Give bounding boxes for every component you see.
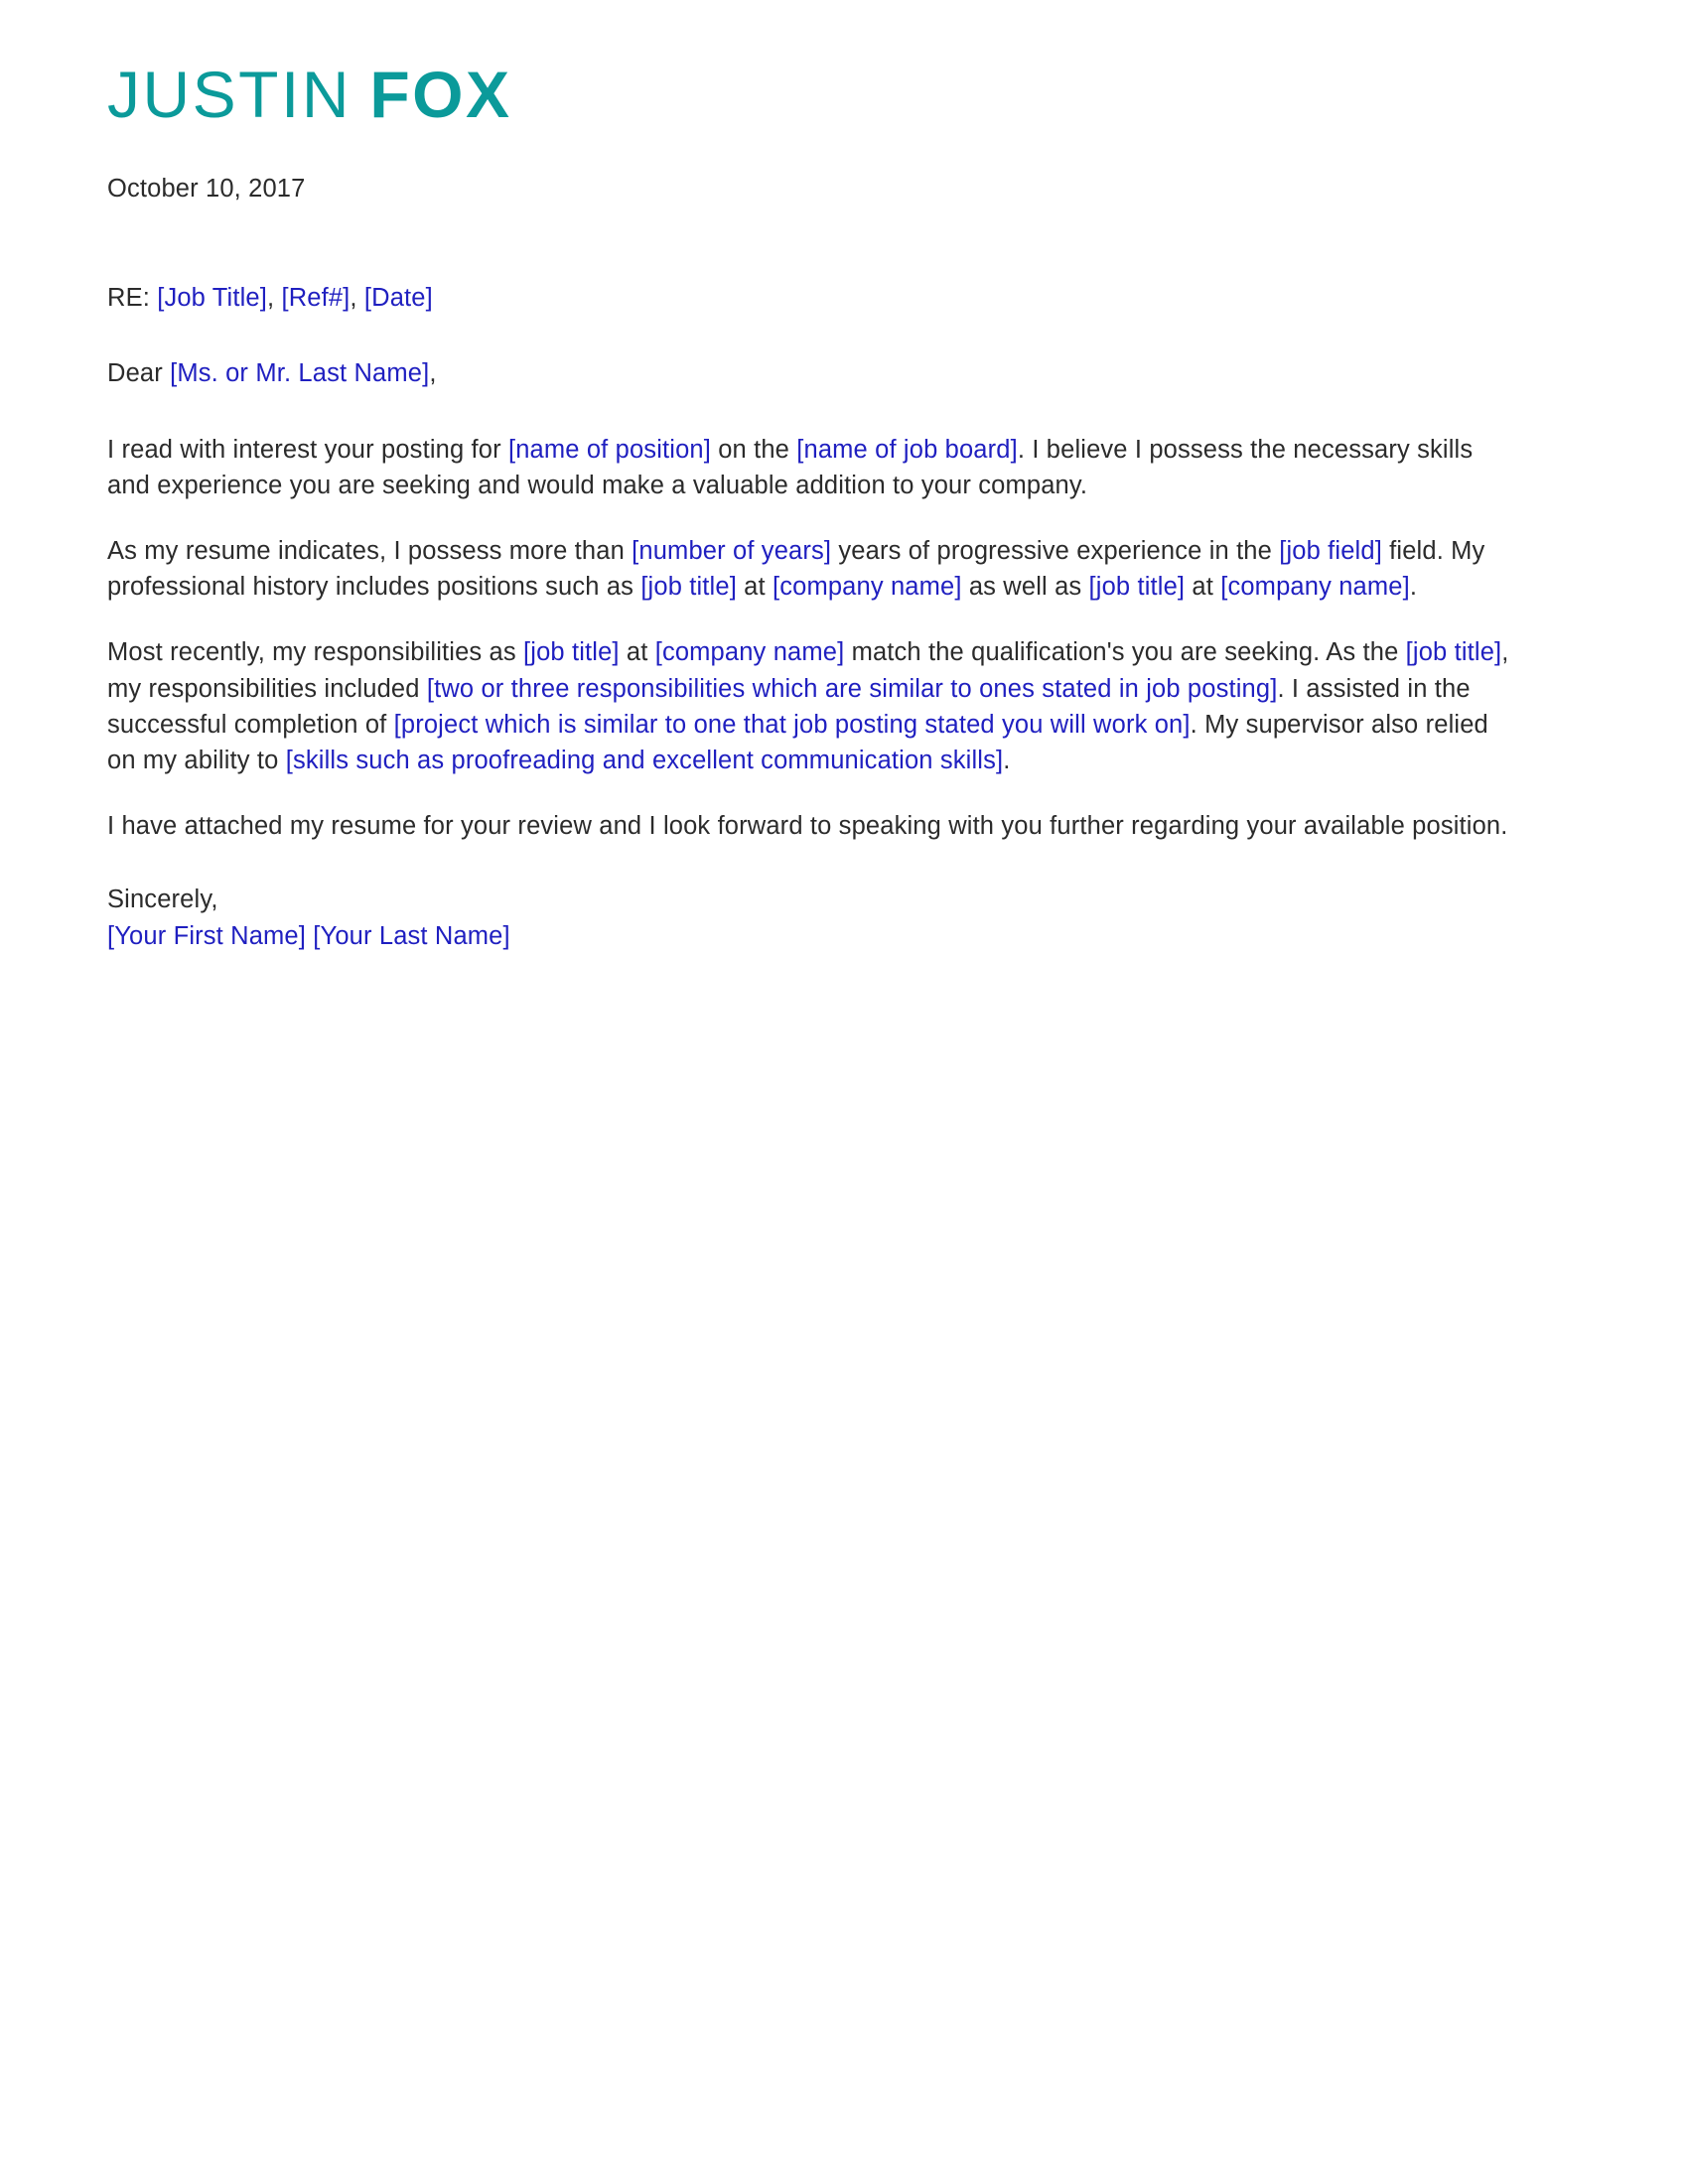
p3-project-placeholder: [project which is similar to one that job posting stated you will work on] — [393, 710, 1191, 739]
paragraph-1 — [107, 432, 1517, 503]
letterhead-last-name: FOX — [369, 58, 512, 131]
salutation-comma: , — [429, 359, 437, 388]
closing-block — [107, 882, 1517, 953]
letter-content — [107, 0, 1517, 954]
letterhead — [107, 58, 1517, 131]
p3-text-6: . My supervisor also relied on my ability to — [107, 710, 1488, 775]
p1-job-board-placeholder: [name of job board] — [796, 435, 1018, 464]
p2-company-placeholder-1: [company name] — [772, 573, 962, 602]
valediction: Sincerely, — [107, 886, 218, 914]
p1-position-placeholder: [name of position] — [507, 435, 711, 464]
p3-text-1: Most recently, my responsibilities as — [107, 638, 524, 667]
signature-first-name-placeholder: [Your First Name] — [107, 921, 307, 950]
p3-text-2: at — [619, 638, 655, 667]
signature-name — [107, 918, 1517, 954]
p1-text-1: I read with interest your posting for — [107, 435, 508, 464]
p3-job-title-placeholder-2: [job title] — [1405, 638, 1502, 667]
re-separator-2: , — [350, 284, 364, 313]
p2-job-field-placeholder: [job field] — [1279, 537, 1382, 566]
re-job-title-placeholder: [Job Title] — [157, 284, 267, 313]
p3-text-3: match the qualification's you are seeking. As the — [844, 638, 1406, 667]
p2-text-2: years of progressive experience in the — [831, 537, 1280, 566]
p2-job-title-placeholder-1: [job title] — [640, 573, 737, 602]
re-ref-placeholder: [Ref#] — [281, 284, 351, 313]
p3-text-5: . I assisted in the successful completion of — [107, 674, 1471, 739]
p4-text-1: I have attached my resume for your review and I look forward to speaking with you further regarding your available position. — [107, 812, 1508, 841]
p2-years-placeholder: [number of years] — [632, 537, 832, 566]
re-separator-1: , — [267, 284, 282, 313]
re-line — [107, 280, 1517, 316]
salutation-greeting: Dear — [107, 359, 171, 388]
salutation-recipient-placeholder: [Ms. or Mr. Last Name] — [170, 359, 430, 388]
p3-responsibilities-placeholder: [two or three responsibilities which are similar to ones stated in job posting] — [426, 674, 1278, 703]
p3-text-4: , my responsibilities included — [107, 638, 1509, 703]
paragraph-3 — [107, 634, 1517, 778]
p2-text-1: As my resume indicates, I possess more than — [107, 537, 633, 566]
letter-body — [107, 171, 1517, 954]
p2-text-6: at — [1185, 573, 1221, 602]
letterhead-first-name: JUSTIN — [107, 58, 352, 131]
p2-text-7: . — [1409, 573, 1418, 602]
p3-company-placeholder: [company name] — [654, 638, 845, 667]
p2-text-4: at — [736, 573, 773, 602]
re-label: RE: — [107, 284, 158, 313]
letter-date: October 10, 2017 — [107, 175, 306, 203]
re-date-placeholder: [Date] — [363, 284, 433, 313]
p3-text-7: . — [1003, 747, 1011, 775]
p3-skills-placeholder: [skills such as proofreading and excellent communication skills] — [285, 747, 1004, 775]
p2-company-placeholder-2: [company name] — [1220, 573, 1410, 602]
p1-text-3: . I believe I possess the necessary skills and experience you are seeking and would make a valuable addition to your company. — [107, 435, 1474, 499]
p2-text-3: field. My professional history includes positions such as — [107, 537, 1485, 602]
p2-text-5: as well as — [961, 573, 1089, 602]
p3-job-title-placeholder-1: [job title] — [523, 638, 620, 667]
paragraph-4 — [107, 808, 1517, 844]
paragraph-2 — [107, 533, 1517, 605]
p1-text-2: on the — [710, 435, 797, 464]
signature-last-name-placeholder: [Your Last Name] — [313, 921, 510, 950]
spacer — [107, 206, 1517, 280]
salutation — [107, 355, 1517, 391]
p2-job-title-placeholder-2: [job title] — [1088, 573, 1186, 602]
